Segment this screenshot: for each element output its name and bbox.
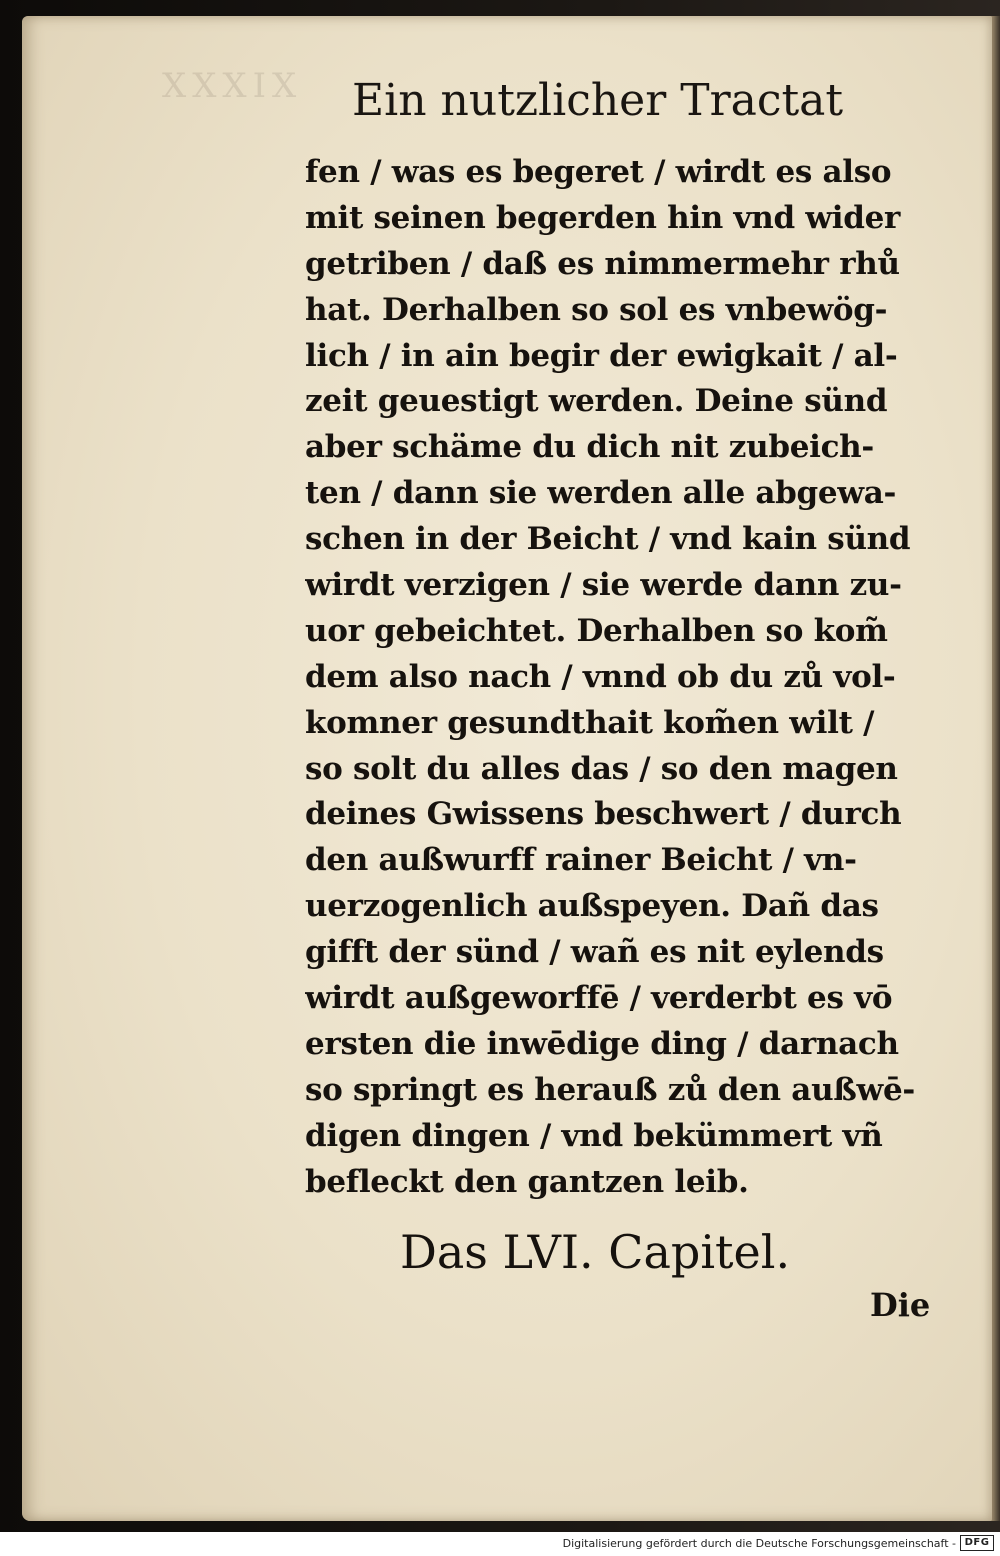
text-line: wirdt außgeworffē / verderbt es vō: [305, 980, 893, 1017]
text-line: komner gesundthait kom̃en wilt /: [305, 704, 875, 741]
body-text: [305, 150, 945, 1205]
show-through-bleed: XXXIX: [162, 66, 303, 106]
text-line: schen in der Beicht / vnd kain sünd: [305, 521, 911, 558]
text-line: mit seinen begerden hin vnd wider: [305, 199, 901, 236]
text-line: fen / was es begeret / wirdt es also: [305, 154, 892, 190]
text-line: digen dingen / vnd bekümmert vñ: [305, 1117, 883, 1154]
text-line: ersten die inwēdige ding / darnach: [305, 1025, 899, 1062]
text-line: uor gebeichtet. Derhalben so kom̃: [305, 612, 888, 649]
text-line: so springt es herauß zů den außwē-: [305, 1071, 915, 1108]
text-line: lich / in ain begir der ewigkait / al-: [305, 337, 898, 374]
text-line: dem also nach / vnnd ob du zů vol-: [305, 658, 896, 695]
running-title: Ein nutzlicher Tractat: [352, 75, 844, 126]
dfg-logo-icon: DFG: [960, 1535, 994, 1551]
funding-credit: Digitalisierung gefördert durch die Deutsche Forschungsgemeinschaft -: [562, 1537, 956, 1550]
chapter-heading: Das LVI. Capitel.: [400, 1225, 791, 1279]
text-line: aber schäme du dich nit zubeich-: [305, 429, 874, 466]
text-line: so solt du alles das / so den magen: [305, 750, 898, 787]
text-line: wirdt verzigen / sie werde dann zu-: [305, 567, 902, 604]
catchword: Die: [870, 1286, 931, 1324]
text-line: den außwurff rainer Beicht / vn-: [305, 842, 857, 879]
text-line: getriben / daß es nimmermehr rhů: [305, 245, 900, 282]
text-line: befleckt den gantzen leib.: [305, 1163, 749, 1200]
text-line: ten / dann sie werden alle abgewa-: [305, 475, 897, 512]
footer-bar: [0, 1532, 1000, 1556]
text-line: gifft der sünd / wañ es nit eylends: [305, 934, 884, 971]
text-line: hat. Derhalben so sol es vnbewög-: [305, 291, 888, 328]
text-line: deines Gwissens beschwert / durch: [305, 796, 902, 833]
text-line: zeit geuestigt werden. Deine sünd: [305, 383, 888, 420]
text-line: uerzogenlich außspeyen. Dañ das: [305, 888, 879, 925]
